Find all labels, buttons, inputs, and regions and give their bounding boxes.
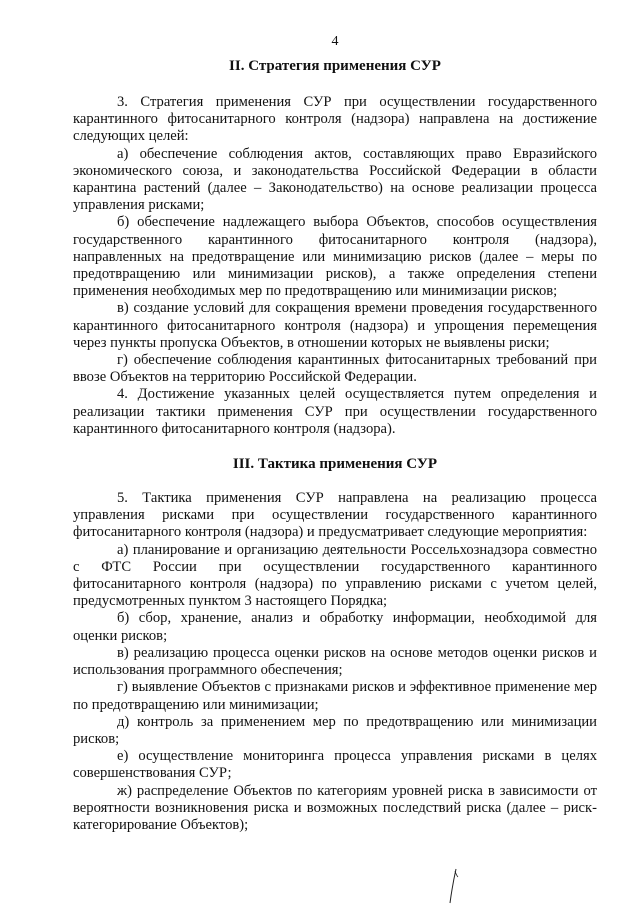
paragraph-3a: а) обеспечение соблюдения актов, составляющих право Евразийского экономического союза, и законодательства Российской Федерации в области карантина растений (далее – Законодательство) на основе реализации процесса управления рисками;	[73, 145, 597, 214]
section-heading-strategy: II. Стратегия применения СУР	[229, 58, 441, 74]
paragraph-5g: г) выявление Объектов с признаками рисков и эффективное применение мер по предотвращению или минимизации;	[73, 679, 597, 713]
paragraph-5d: д) контроль за применением мер по предотвращению или минимизации рисков;	[73, 713, 597, 747]
paragraph-3b: б) обеспечение надлежащего выбора Объектов, способов осуществления государственного карантинного фитосанитарного контроля (надзора), направленных на предотвращение или минимизацию рисков (далее – меры по предотвращению или минимизации рисков), а также определения степени применения необходимых мер по предотвращению или минимизации рисков;	[73, 214, 597, 300]
paragraph-5b: б) сбор, хранение, анализ и обработку информации, необходимой для оценки рисков;	[73, 610, 597, 644]
section-heading-tactics: III. Тактика применения СУР	[232, 456, 438, 473]
paragraph-4: 4. Достижение указанных целей осуществляется путем определения и реализации тактики применения СУР при осуществлении государственного карантинного фитосанитарного контроля (надзора).	[73, 386, 597, 437]
paragraph-5e: е) осуществление мониторинга процесса управления рисками в целях совершенствования СУР;	[73, 748, 597, 782]
page-number: 4	[331, 34, 339, 49]
paragraph-5: 5. Тактика применения СУР направлена на реализацию процесса управления рисками при осуществлении государственного карантинного фитосанитарного контроля (надзора) и предусматривает следующие мероприятия:	[73, 490, 597, 541]
paragraph-3g: г) обеспечение соблюдения карантинных фитосанитарных требований при ввозе Объектов на территорию Российской Федерации.	[73, 352, 597, 386]
paragraph-5zh: ж) распределение Объектов по категориям уровней риска в зависимости от вероятности возникновения риска и возможных последствий риска (далее – риск-категорирование Объектов);	[73, 782, 597, 833]
paragraph-3: 3. Стратегия применения СУР при осуществлении государственного карантинного фитосанитарного контроля (надзора) направлена на достижение следующих целей:	[73, 94, 597, 145]
paragraph-3v: в) создание условий для сокращения времени проведения государственного карантинного фитосанитарного контроля (надзора) и упрощения перемещения через пункты пропуска Объектов, в отношении которых не выявлены риски;	[73, 300, 597, 351]
signature-mark	[446, 868, 460, 904]
paragraph-5v: в) реализацию процесса оценки рисков на основе методов оценки рисков и использования программного обеспечения;	[73, 644, 597, 679]
paragraph-5a: а) планирование и организацию деятельности Россельхознадзора совместно с ФТС России при осуществлении государственного карантинного фитосанитарного контроля (надзора) по управлению рисками с учетом целей, предусмотренных пунктом 3 настоящего Порядка;	[73, 541, 597, 610]
